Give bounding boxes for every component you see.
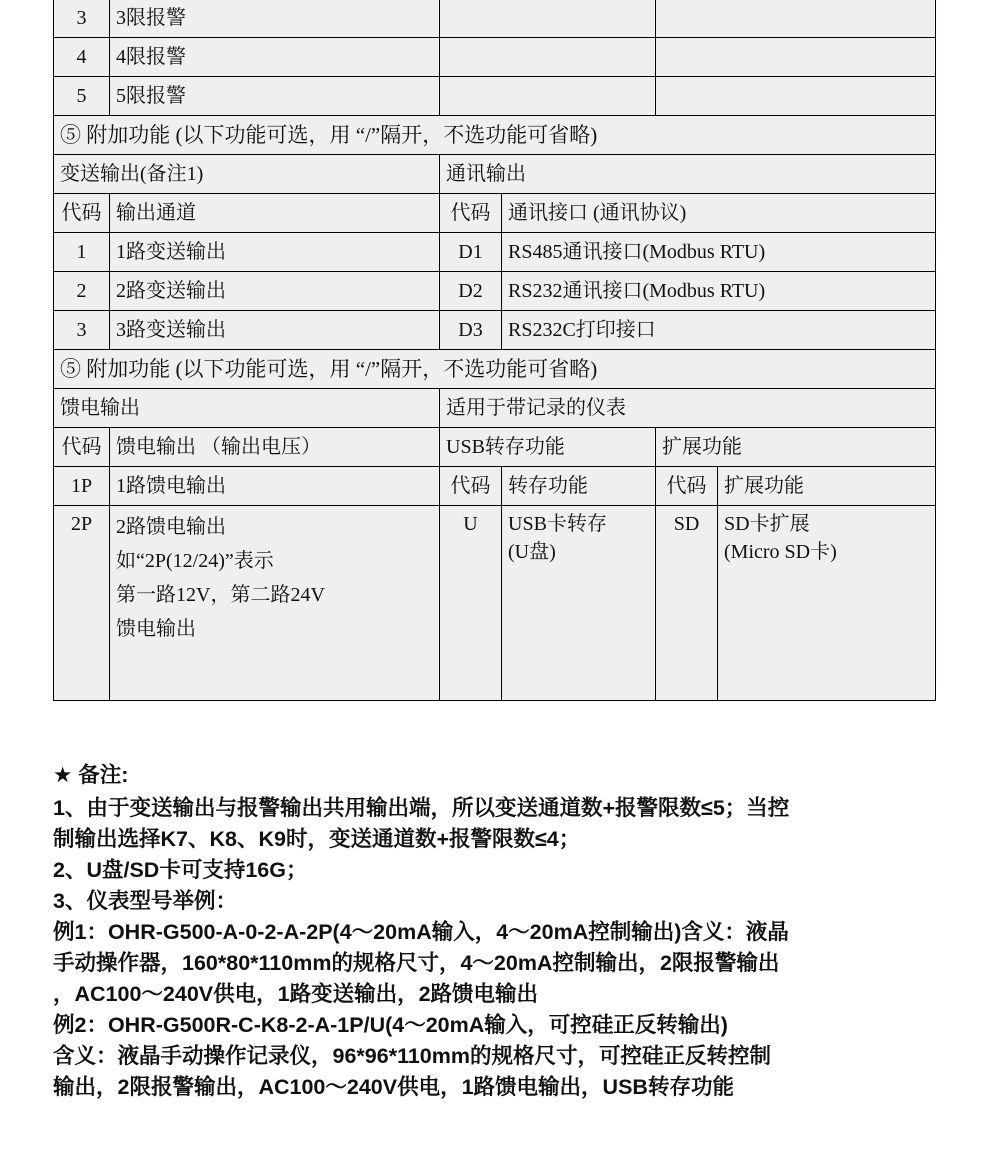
usb-label-line-1: USB卡转存 xyxy=(508,513,607,535)
ext-code: SD xyxy=(656,506,718,701)
power-code: 2P xyxy=(54,506,110,701)
ext-label-cell xyxy=(718,506,936,701)
group-title-power-output: 馈电输出 xyxy=(54,389,440,428)
group-title-extension: 扩展功能 xyxy=(656,428,936,467)
col-header-code-right: 代码 xyxy=(440,194,502,233)
power-note-line-3: 馈电输出 xyxy=(116,618,196,640)
note-1-line-2: 制输出选择K7、K8、K9时，变送通道数+报警限数≤4； xyxy=(53,827,581,851)
note-2: 2、U盘/SD卡可支持16G； xyxy=(53,858,308,882)
col-header-transfer-function: 转存功能 xyxy=(502,467,656,506)
note-3: 3、仪表型号举例： xyxy=(53,889,237,913)
group-title-comm-output: 通讯输出 xyxy=(440,155,936,194)
group-title-recording-instruments: 适用于带记录的仪表 xyxy=(440,389,936,428)
alarm-label: 5限报警 xyxy=(110,77,440,116)
comm-label: RS232C打印接口 xyxy=(502,311,936,350)
power-label: 2路馈电输出 xyxy=(116,516,226,538)
note-1-line-1: 1、由于变送输出与报警输出共用输出端，所以变送通道数+报警限数≤5；当控 xyxy=(53,796,790,820)
group-title-row xyxy=(54,389,936,428)
usb-label-cell xyxy=(502,506,656,701)
blank-cell-b xyxy=(656,38,936,77)
power-note-line-2: 第一路12V，第二路24V xyxy=(116,584,325,606)
comm-code: D2 xyxy=(440,272,502,311)
col-header-power-output-voltage: 馈电输出 （输出电压） xyxy=(110,428,440,467)
section-header-additional-functions-2: ⑤ 附加功能 (以下功能可选，用 “/”隔开，不选功能可省略) xyxy=(54,350,936,389)
blank-cell-a xyxy=(440,38,656,77)
column-header-row xyxy=(54,428,936,467)
comm-code: D1 xyxy=(440,233,502,272)
blank-cell-a xyxy=(440,77,656,116)
section-header-additional-functions-1: ⑤ 附加功能 (以下功能可选，用 “/”隔开，不选功能可省略) xyxy=(54,116,936,155)
blank-cell-a xyxy=(440,0,656,38)
comm-label: RS232通讯接口(Modbus RTU) xyxy=(502,272,936,311)
notes-section xyxy=(53,760,953,1103)
alarm-code: 3 xyxy=(54,0,110,38)
notes-title: ★ 备注: xyxy=(53,763,129,787)
column-header-row xyxy=(54,194,936,233)
example-1-line-2: 手动操作器，160*80*110mm的规格尺寸，4～20mA控制输出，2限报警输出 xyxy=(53,951,780,975)
group-title-row xyxy=(54,155,936,194)
transmit-label: 1路变送输出 xyxy=(110,233,440,272)
specification-table xyxy=(53,0,936,701)
col-header-extension-function: 扩展功能 xyxy=(718,467,936,506)
group-title-transmit-output: 变送输出(备注1) xyxy=(54,155,440,194)
table-row xyxy=(54,233,936,272)
power-description-cell xyxy=(110,506,440,701)
table-row xyxy=(54,38,936,77)
alarm-code: 4 xyxy=(54,38,110,77)
table-row xyxy=(54,77,936,116)
table-row xyxy=(54,467,936,506)
table-row xyxy=(54,311,936,350)
transmit-label: 2路变送输出 xyxy=(110,272,440,311)
table-row xyxy=(54,0,936,38)
section-header-row xyxy=(54,116,936,155)
example-1-line-3: ，AC100～240V供电，1路变送输出，2路馈电输出 xyxy=(53,982,539,1006)
blank-cell-b xyxy=(656,0,936,38)
section-header-row xyxy=(54,350,936,389)
example-2-line-1: 例2：OHR-G500R-C-K8-2-A-1P/U(4～20mA输入，可控硅正反转输出) xyxy=(53,1013,728,1037)
transmit-code: 2 xyxy=(54,272,110,311)
example-2-line-2: 含义：液晶手动操作记录仪，96*96*110mm的规格尺寸，可控硅正反转控制 xyxy=(53,1044,771,1068)
table-row xyxy=(54,506,936,701)
ext-label-line-1: SD卡扩展 xyxy=(724,513,810,535)
col-header-output-channel: 输出通道 xyxy=(110,194,440,233)
alarm-code: 5 xyxy=(54,77,110,116)
usb-label-line-2: (U盘) xyxy=(508,541,556,563)
power-note-line-1: 如“2P(12/24)”表示 xyxy=(116,550,274,572)
alarm-label: 4限报警 xyxy=(110,38,440,77)
blank-cell-b xyxy=(656,77,936,116)
col-header-code-power: 代码 xyxy=(54,428,110,467)
group-title-usb-transfer: USB转存功能 xyxy=(440,428,656,467)
ext-label-line-2: (Micro SD卡) xyxy=(724,541,837,563)
alarm-label: 3限报警 xyxy=(110,0,440,38)
col-header-comm-interface: 通讯接口 (通讯协议) xyxy=(502,194,936,233)
example-1-line-1: 例1：OHR-G500-A-0-2-A-2P(4～20mA输入，4～20mA控制输出)含义：液晶 xyxy=(53,920,789,944)
col-header-code-left: 代码 xyxy=(54,194,110,233)
col-header-code-usb: 代码 xyxy=(440,467,502,506)
transmit-code: 3 xyxy=(54,311,110,350)
usb-code: U xyxy=(440,506,502,701)
transmit-label: 3路变送输出 xyxy=(110,311,440,350)
comm-code: D3 xyxy=(440,311,502,350)
col-header-code-ext: 代码 xyxy=(656,467,718,506)
comm-label: RS485通讯接口(Modbus RTU) xyxy=(502,233,936,272)
example-2-line-3: 输出，2限报警输出，AC100～240V供电，1路馈电输出，USB转存功能 xyxy=(53,1075,734,1099)
power-code: 1P xyxy=(54,467,110,506)
power-label: 1路馈电输出 xyxy=(110,467,440,506)
transmit-code: 1 xyxy=(54,233,110,272)
table-row xyxy=(54,272,936,311)
